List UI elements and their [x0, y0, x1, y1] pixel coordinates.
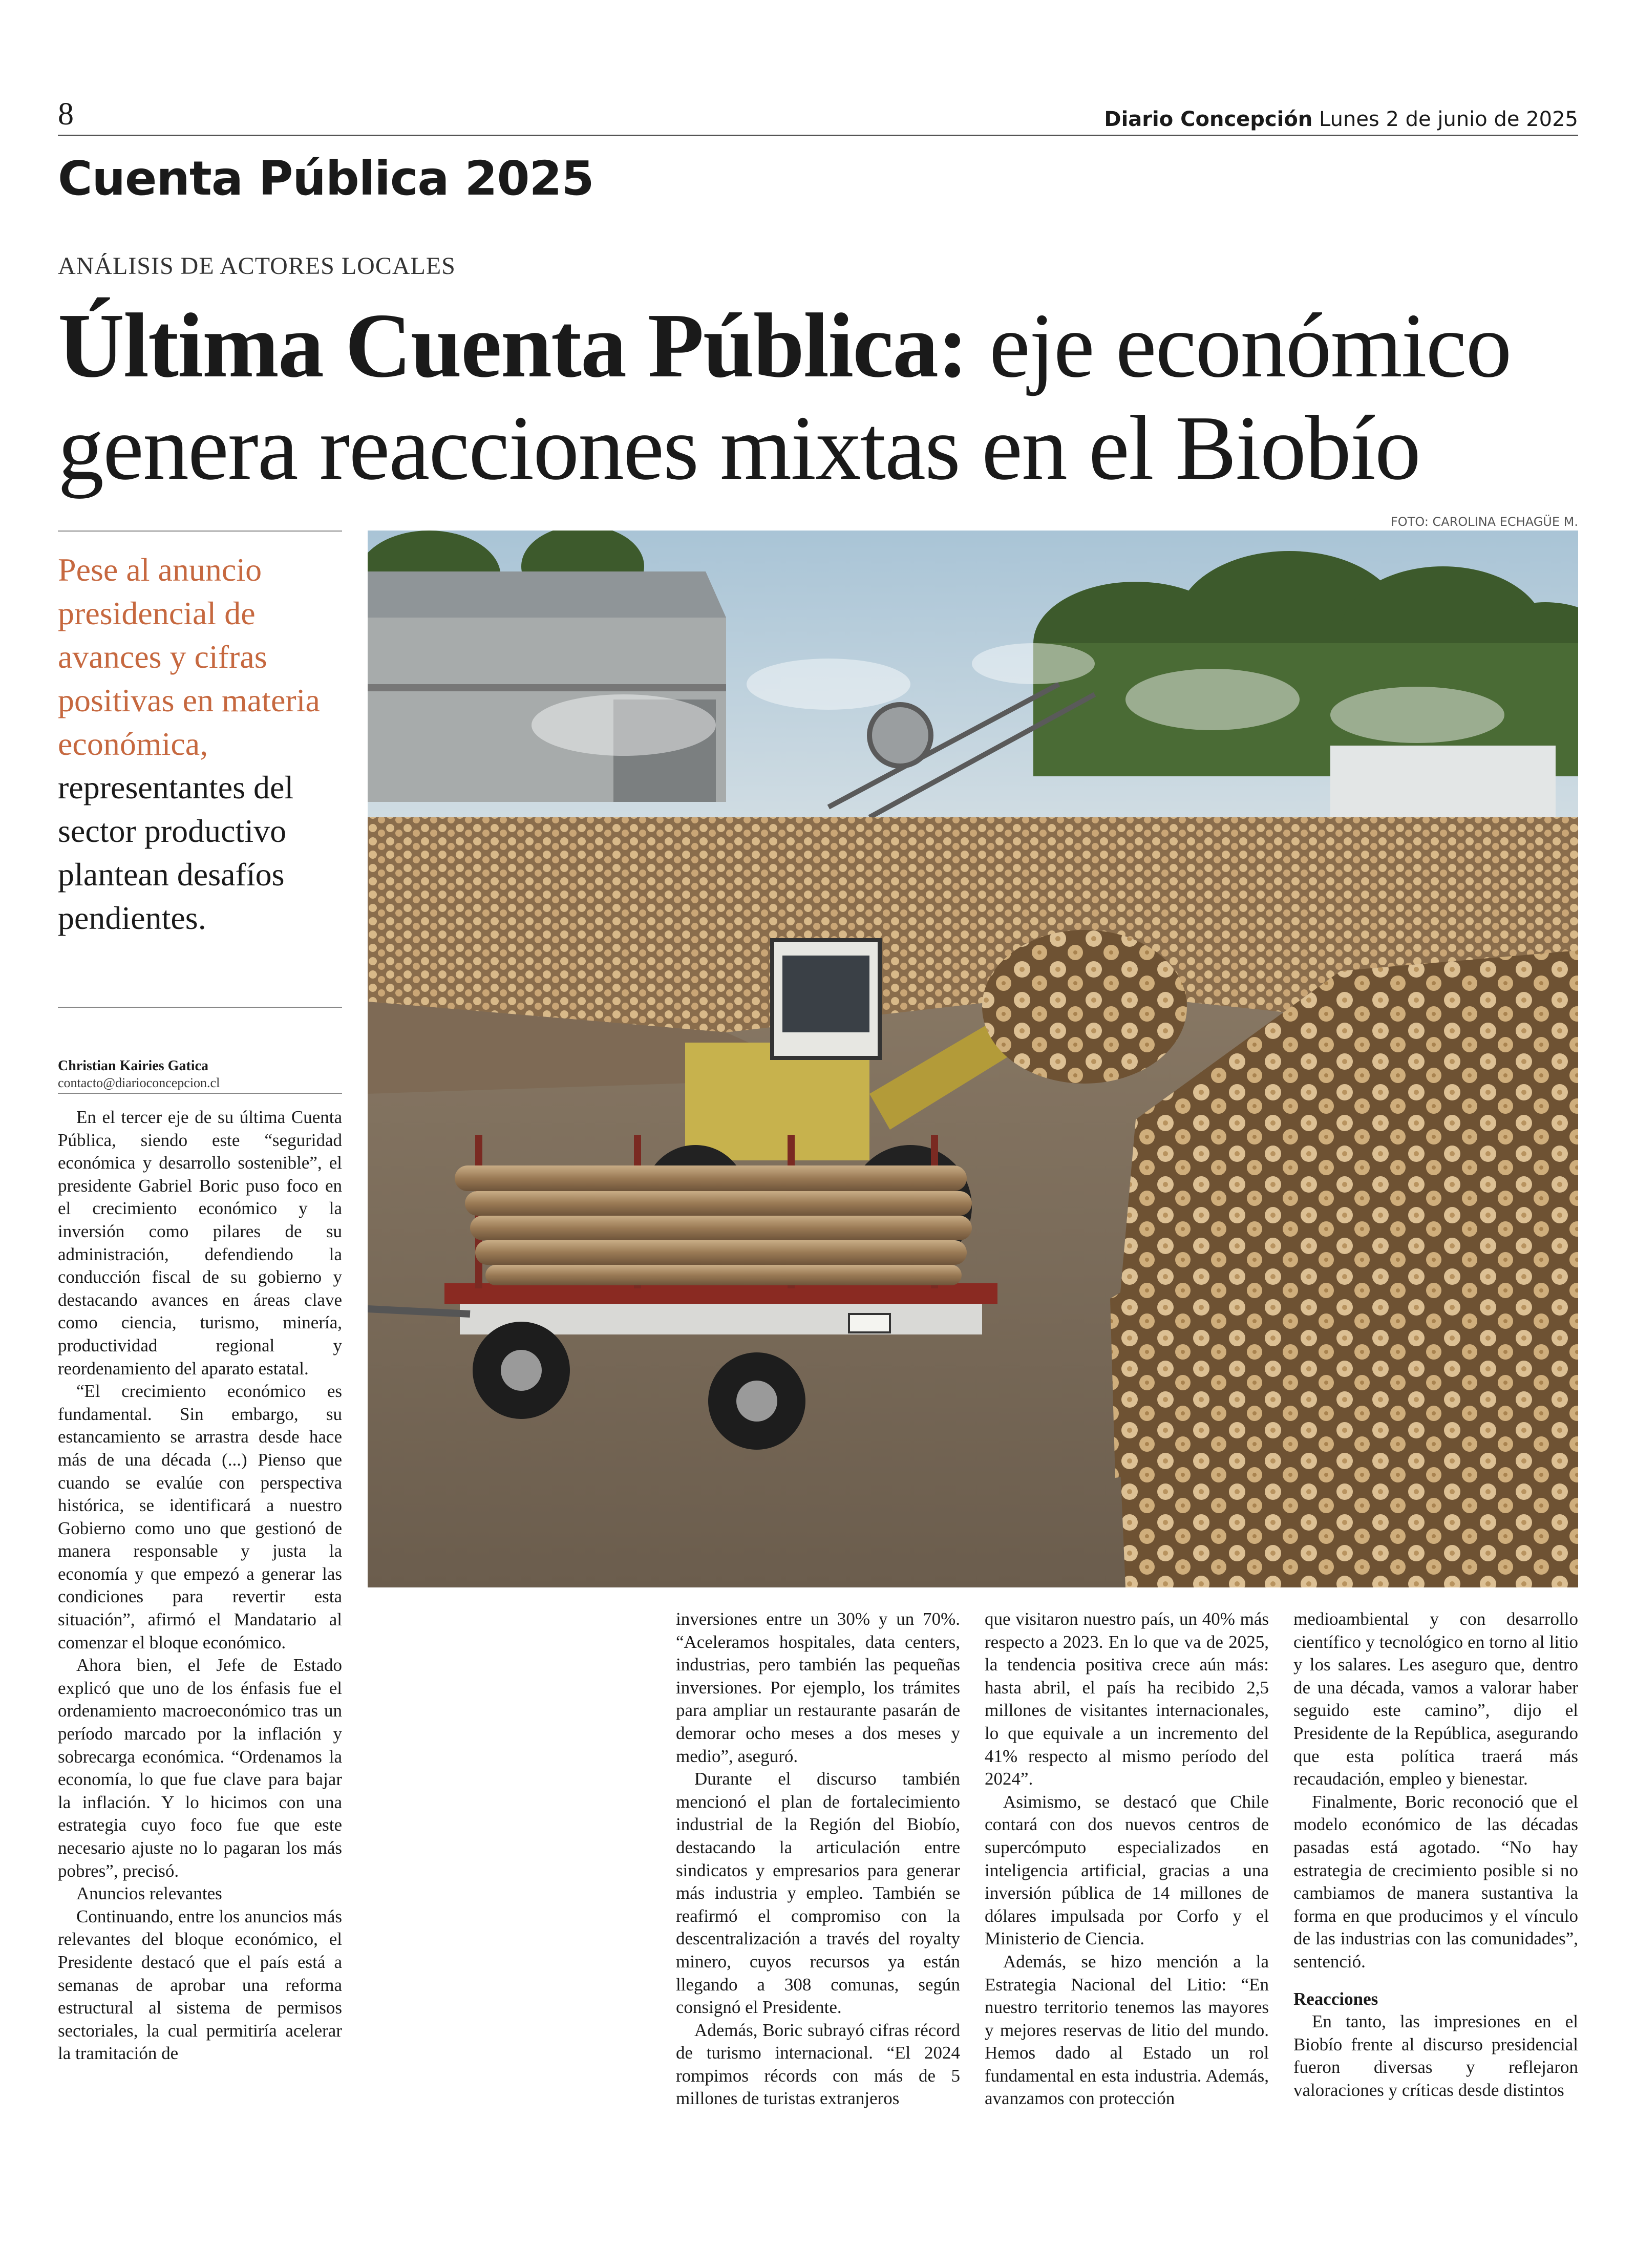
- body-paragraph: Finalmente, Boric reconoció que el modelo económico de las décadas pasadas está agotado. “No hay estrategia de crecimiento posible si no cambiamos de manera sustantiva la forma en que producimos y el vínculo de las industrias con las comunidades”, sentenció.: [1293, 1791, 1578, 1972]
- article-photo: [368, 531, 1578, 1587]
- body-paragraph: medioambiental y con desarrollo científico y tecnológico en torno al litio y los salares. Les aseguro que, dentro de una década, vamos a valorar haber seguido este camino”, dijo el Presidente de la República, asegurando que esta política traerá más recaudación, empleo y bienestar.: [1293, 1609, 1578, 1789]
- body-paragraph: “El crecimiento económico es fundamental. Sin embargo, su estancamiento se arrastra desde hace más de una década (...) Pienso que cuando se evalúe con perspectiva histórica, se identificará a nuestro Gobierno como uno que gestionó de manera responsable y justa la economía y que empezó a generar las condiciones para revertir esta situación”, afirmó el Mandatario al comenzar el bloque económico.: [58, 1381, 342, 1652]
- body-column-2: [676, 1608, 960, 2171]
- masthead: [1104, 108, 1578, 131]
- byline-email: contacto@diarioconcepcion.cl: [58, 1075, 220, 1090]
- issue-date: Lunes 2 de junio de 2025: [1319, 108, 1578, 131]
- body-paragraph: En tanto, las impresiones en el Biobío frente al discurso presidencial fueron diversas y reflejaron valoraciones y críticas desde distintos: [1293, 2011, 1578, 2100]
- body-paragraph: En el tercer eje de su última Cuenta Pública, siendo este “seguridad económica y desarrollo sostenible”, el presidente Gabriel Boric puso foco en el crecimiento económico y la inversión como pilares de su administración, defendiendo la conducción fiscal de su gobierno y destacando avances en áreas clave como ciencia, turismo, minería, productividad regional y reordenamiento del aparato estatal.: [58, 1107, 342, 1379]
- body-paragraph: Asimismo, se destacó que Chile contará con dos nuevos centros de supercómputo especializados en inteligencia artificial, gracias a una inversión pública de 14 millones de dólares impulsada por Corfo y el Ministerio de Ciencia.: [985, 1791, 1269, 1949]
- body-paragraph: Continuando, entre los anuncios más relevantes del bloque económico, el Presidente destacó que el país está a semanas de aprobar una reforma estructural al sistema de permisos sectoriales, la cual permitiría acelerar la tramitación de: [58, 1906, 342, 2064]
- body-paragraph: Ahora bien, el Jefe de Estado explicó que uno de los énfasis fue el ordenamiento macroeconómico tras un período marcado por la inflación y sobrecarga económica. “Ordenamos la economía, lo que fue clave para bajar la inflación. Y lo hicimos con una estrategia cuyo foco fue que este necesario ajuste no lo pagaran los más pobres”, precisó.: [58, 1655, 342, 1881]
- headline-bold: Última Cuenta Pública:: [58, 294, 967, 396]
- page-number: 8: [58, 97, 74, 132]
- byline-rule: [58, 1093, 342, 1094]
- lead-rule-bottom: [58, 1007, 342, 1008]
- byline-name: Christian Kairies Gatica: [58, 1058, 208, 1074]
- kicker: ANÁLISIS DE ACTORES LOCALES: [58, 252, 456, 280]
- body-paragraph: que visitaron nuestro país, un 40% más respecto a 2023. En lo que va de 2025, la tendencia positiva crece aún más: hasta abril, el país ha recibido 2,5 millones de visitantes internacionales, lo que equivale a un incremento del 41% respecto al mismo período del 2024”.: [985, 1609, 1269, 1789]
- body-column-1: [58, 1106, 342, 2171]
- body-column-4: [1293, 1608, 1578, 2171]
- headline-rest: eje económico genera reacciones mixtas en el Biobío: [58, 294, 1511, 499]
- body-paragraph: Además, Boric subrayó cifras récord de turismo internacional. “El 2024 rompimos récords con más de 5 millones de turistas extranjeros: [676, 2020, 960, 2109]
- body-paragraph: inversiones entre un 30% y un 70%. “Aceleramos hospitales, data centers, industrias, pero también las pequeñas inversiones. Por ejemplo, los trámites para ampliar un restaurante pasarán de demorar ocho meses a dos meses y medio”, aseguró.: [676, 1609, 960, 1766]
- section-title: Cuenta Pública 2025: [58, 151, 594, 206]
- lead-accent: Pese al anuncio presidencial de avances y cifras positivas en materia económica,: [58, 552, 320, 762]
- body-column-3: [985, 1608, 1269, 2171]
- factory-shed: [368, 571, 726, 802]
- header-rule: [58, 135, 1578, 136]
- body-paragraph: Durante el discurso también mencionó el plan de fortalecimiento industrial de la Región del Biobío, destacando la articulación entre sindicatos y empresarios para generar más industria y empleo. También se reafirmó el compromiso con la descentralización a través del royalty minero, cuyos recursos ya están llegando a 308 comunas, según consignó el Presidente.: [676, 1769, 960, 2018]
- lumber-yard-photo: [368, 531, 1578, 1587]
- body-paragraph: Además, se hizo mención a la Estrategia Nacional del Litio: “En nuestro territorio tenemos las mayores y mejores reservas de litio del mundo. Hemos dado al Estado un rol fundamental en esta industria. Además, avanzamos con protección: [985, 1951, 1269, 2109]
- headline: [58, 294, 1594, 499]
- section-subhead-reacciones: Reacciones: [1293, 1988, 1378, 2009]
- lead-paragraph: [58, 548, 355, 940]
- lead-rest: representantes del sector productivo plantean desafíos pendientes.: [58, 769, 294, 936]
- publication-name: Diario Concepción: [1104, 108, 1313, 131]
- body-subhead: Anuncios relevantes: [76, 1883, 222, 1904]
- lead-rule-top: [58, 531, 342, 532]
- photo-credit: FOTO: CAROLINA ECHAGÜE M.: [1391, 515, 1578, 529]
